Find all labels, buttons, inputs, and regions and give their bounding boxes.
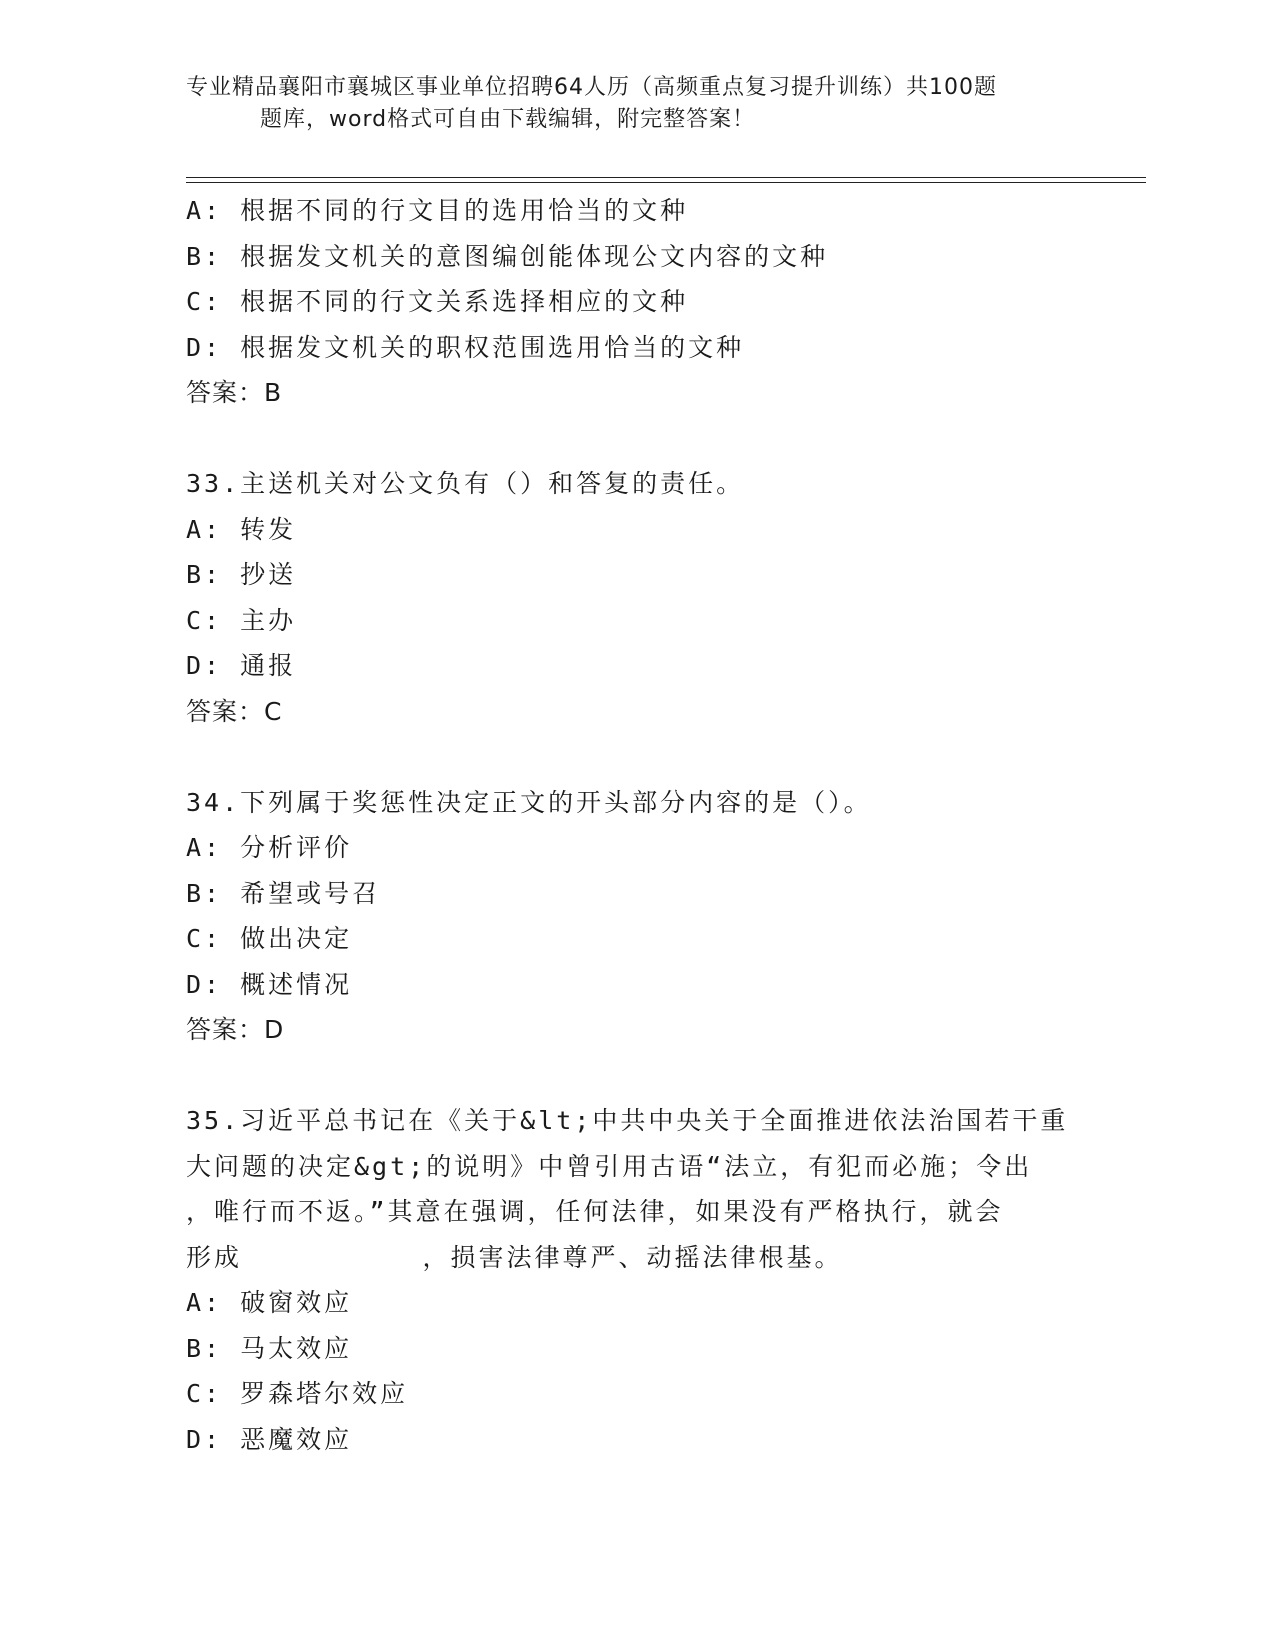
option-b: B: 希望或号召 <box>186 878 381 908</box>
question-block-34 <box>186 780 1086 1053</box>
header-title-line-1: 专业精品襄阳市襄城区事业单位招聘64人历（高频重点复习提升训练）共100题 <box>186 75 997 100</box>
option-c: C: 罗森塔尔效应 <box>186 1379 409 1408</box>
answer-label: 答案：C <box>186 696 283 726</box>
option-c: C: 做出决定 <box>186 924 353 953</box>
question-text-line-1: 35.习近平总书记在《关于&lt;中共中央关于全面推进依法治国若干重 <box>186 1106 1069 1135</box>
option-a: A: 转发 <box>186 514 297 544</box>
option-d: D: 通报 <box>186 651 297 680</box>
document-header <box>186 72 1066 136</box>
question-text-line-4: 形成 ，损害法律尊严、动摇法律根基。 <box>186 1242 843 1272</box>
option-a: A: 根据不同的行文目的选用恰当的文种 <box>186 196 689 225</box>
question-block-35 <box>186 1098 1086 1462</box>
header-divider-bottom <box>186 182 1146 183</box>
answer-label: 答案：B <box>186 378 283 407</box>
spacer <box>186 1053 1086 1099</box>
spacer <box>186 734 1086 780</box>
header-title-line-2: 题库，word格式可自由下载编辑，附完整答案！ <box>260 107 756 132</box>
option-a: A: 分析评价 <box>186 833 353 862</box>
question-text-line-3: ，唯行而不返。”其意在强调，任何法律，如果没有严格执行，就会 <box>186 1197 1004 1226</box>
option-b: B: 抄送 <box>186 560 297 589</box>
question-text: 33.主送机关对公文负有（）和答复的责任。 <box>186 469 745 498</box>
option-b: B: 根据发文机关的意图编创能体现公文内容的文种 <box>186 241 829 271</box>
option-b: B: 马太效应 <box>186 1333 353 1363</box>
question-list <box>186 188 1086 1462</box>
answer-label: 答案：D <box>186 1015 285 1044</box>
question-text: 34.下列属于奖惩性决定正文的开头部分内容的是（）。 <box>186 787 872 817</box>
option-c: C: 主办 <box>186 605 297 635</box>
spacer <box>186 416 1086 462</box>
question-text <box>186 1098 1086 1280</box>
header-divider-top <box>186 177 1146 178</box>
option-d: D: 根据发文机关的职权范围选用恰当的文种 <box>186 332 745 362</box>
question-block-33 <box>186 461 1086 734</box>
question-text-line-2: 大问题的决定&gt;的说明》中曾引用古语“法立，有犯而必施；令出 <box>186 1151 1033 1181</box>
option-d: D: 概述情况 <box>186 969 353 999</box>
question-block-32 <box>186 188 1086 416</box>
option-c: C: 根据不同的行文关系选择相应的文种 <box>186 287 689 316</box>
option-a: A: 破窗效应 <box>186 1288 353 1317</box>
option-d: D: 恶魔效应 <box>186 1424 353 1454</box>
